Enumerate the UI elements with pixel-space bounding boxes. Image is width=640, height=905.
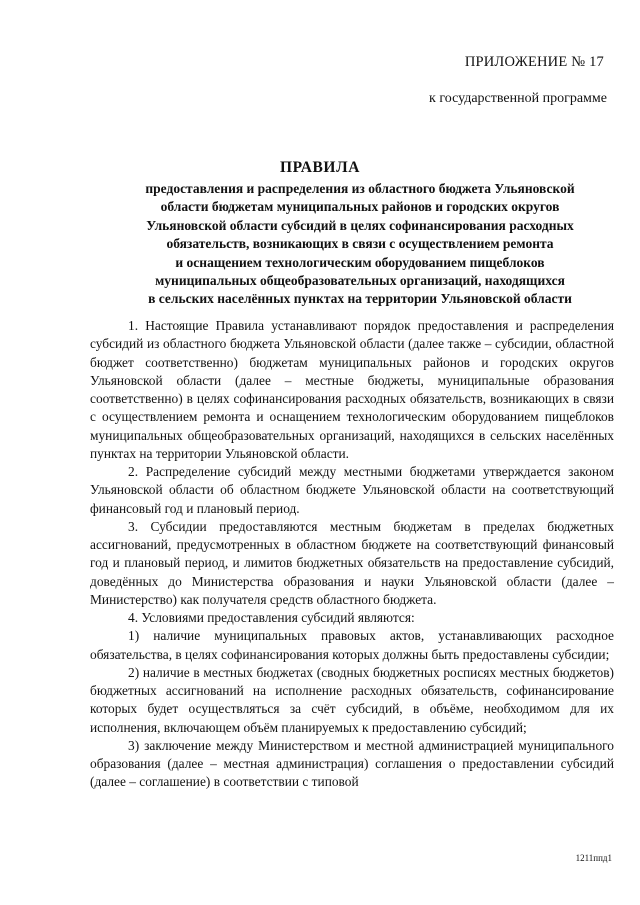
document-body [90, 317, 614, 792]
condition-1: 1) наличие муниципальных правовых актов, устанавливающих расходное обязательства, в целях софинансирования которых должны быть предоставлены субсидии; [90, 628, 614, 662]
subtitle-line: обязательств, возникающих в связи с осуществлением ремонта [166, 236, 554, 252]
paragraph-4: 4. Условиями предоставления субсидий являются: [128, 610, 415, 625]
appendix-number: ПРИЛОЖЕНИЕ № 17 [464, 54, 604, 70]
paragraph-1: 1. Настоящие Правила устанавливают порядок предоставления и распределения субсидий из областного бюджета Ульяновской области (далее также – субсидии, областной бюджет соответственно) бюджетам муниципальных районов и городских округов Ульяновской области (далее – местные бюджеты, муниципальные образования соответственно) в целях софинансирования расходных обязательств, возникающих в связи с осуществлением ремонта и оснащением технологическим оборудованием пищеблоков муниципальных общеобразовательных организаций, находящихся в сельских населённых пунктах на территории Ульяновской области. [90, 318, 614, 461]
paragraph-3: 3. Субсидии предоставляются местным бюджетам в пределах бюджетных ассигнований, предусмотренных в областном бюджете на соответствующий финансовый год и плановый период, и лимитов бюджетных обязательств на предоставление субсидий, доведённых до Министерства образования и науки Ульяновской области (далее – Министерство) как получателя средств областного бюджета. [90, 518, 614, 607]
subtitle-line: Ульяновской области субсидий в целях софинансирования расходных [146, 217, 574, 233]
condition-3: 3) заключение между Министерством и местной администрацией муниципального образования (далее – местная администрация) соглашения о предоставлении субсидий (далее – соглашение) в соответствии с типовой [90, 737, 614, 790]
document-code: 1211ппд1 [575, 853, 612, 863]
appendix-program-ref: к государственной программе [429, 91, 607, 106]
subtitle-line: и оснащением технологическим оборудованием пищеблоков [175, 254, 545, 270]
subtitle-line: области бюджетам муниципальных районов и городских округов [160, 199, 560, 215]
subtitle-line: в сельских населённых пунктах на территории Ульяновской области [148, 291, 572, 307]
subtitle-line: муниципальных общеобразовательных организаций, находящихся [155, 273, 565, 289]
subtitle-line: предоставления и распределения из областного бюджета Ульяновской [145, 181, 575, 196]
document-title: ПРАВИЛА [279, 159, 361, 176]
condition-2: 2) наличие в местных бюджетах (сводных бюджетных росписях местных бюджетов) бюджетных ассигнований на исполнение расходных обязательств, софинансирование которых будет осуществляться за счёт субсидий, в объёме, необходимом для их исполнения, включающем объём планируемых к предоставлению субсидий; [90, 664, 614, 735]
document-subtitle [100, 180, 620, 309]
paragraph-2: 2. Распределение субсидий между местными бюджетами утверждается законом Ульяновской области об областном бюджете Ульяновской области на соответствующий финансовый год и плановый период. [90, 464, 614, 516]
